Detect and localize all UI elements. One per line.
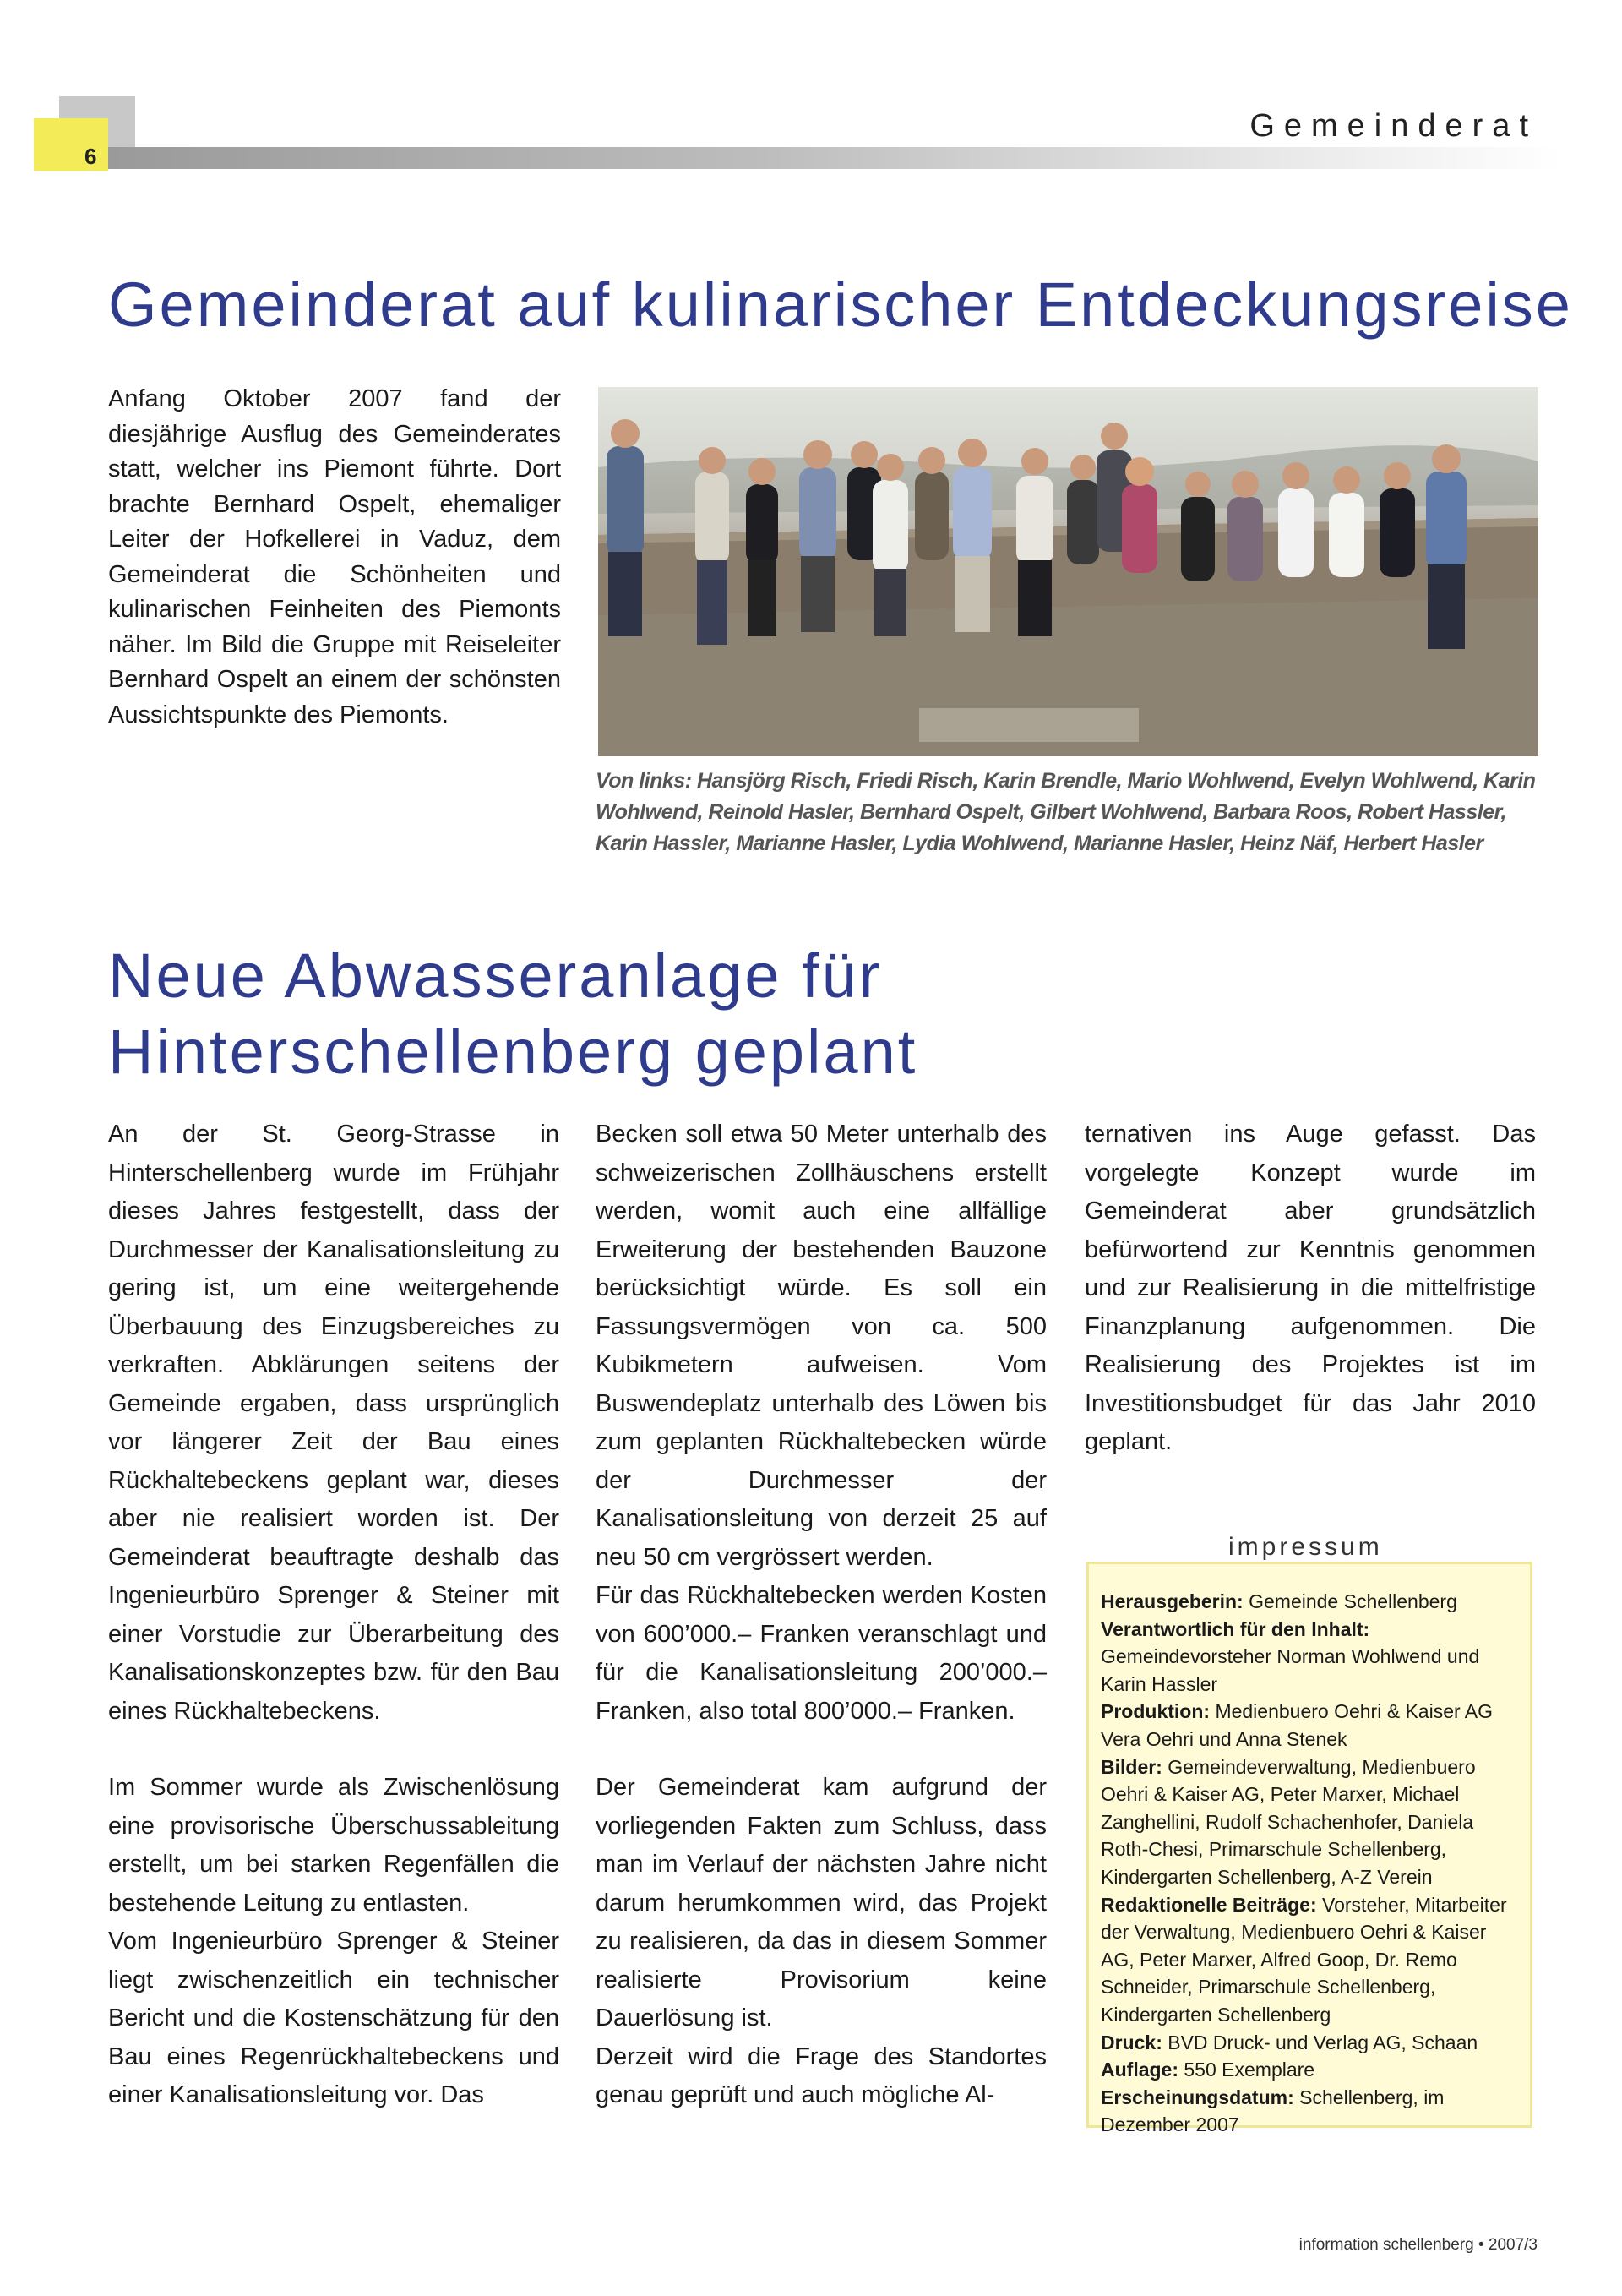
impressum-label: Erscheinungsdatum: [1101,2086,1294,2108]
paragraph: Vom Ingenieurbüro Sprenger & Steiner liegt zwischenzeitlich ein technischer Bericht und die Kostenschätzung für den Bau eines Regenrückhaltebeckens und einer Kanalisationsleitung vor. Das [108,1928,559,2108]
page-number: 6 [84,144,97,169]
impressum-label: Herausgeberin: [1101,1590,1244,1612]
paragraph: ternativen ins Auge gefasst. Das vorgelegte Konzept wurde im Gemeinderat aber grundsätzlich befürwortend zur Kenntnis genommen und zur Realisierung in die mittelfristige Finanzplanung aufgenommen. Die Realisierung des Projektes ist im Investitionsbudget für das Jahr 2010 geplant. [1085,1121,1536,1455]
article2-title [108,938,1375,1090]
impressum-value: Gemeindevorsteher Norman Wohlwend und Karin Hassler [1101,1645,1480,1695]
section-title: Gemeinderat [1249,108,1538,144]
impressum-label: Verantwortlich für den Inhalt: [1101,1617,1370,1640]
article1-title: Gemeinderat auf kulinarischer Entdeckungsreise [108,270,1573,340]
article1-text: Anfang Oktober 2007 fand der diesjährige Ausflug des Gemeinderates statt, welcher ins Piemont führte. Dort brachte Bernhard Ospelt, ehemaliger Leiter der Hofkellerei in Vaduz, dem Gemeinderat die Schönheiten und kulinarischen Feinheiten des Piemonts näher. Im Bild die Gruppe mit Reiseleiter Bernhard Ospelt an einem der schönsten Aussichtspunkte des Piemonts. [108,385,561,728]
impressum-box [1086,1562,1532,2136]
article2-column-2 [596,1115,1047,2115]
impressum-label: Produktion: [1101,1700,1211,1723]
article2-column-1 [108,1115,559,2115]
impressum-value: Gemeinde Schellenberg [1249,1590,1457,1612]
header-gradient-bar [108,147,1563,169]
impressum-value: Vorsteher, Mitarbeiter der Verwaltung, Medienbuero Oehri & Kaiser AG, Peter Marxer, Alfred Goop, Dr. Remo Schneider, Primarschule Schellenberg, Kindergarten Schellenberg [1101,1893,1507,2026]
impressum-label: Bilder: [1101,1755,1162,1778]
impressum-value: 550 Exemplare [1184,2059,1315,2081]
photo-caption: Von links: Hansjörg Risch, Friedi Risch, Karin Brendle, Mario Wohlwend, Evelyn Wohlwend, Karin Wohlwend, Reinold Hasler, Bernhard Ospelt, Gilbert Wohlwend, Barbara Roos, Robert Hassler, Karin Hassler, Marianne Hasler, Lydia Wohlwend, Marianne Hasler, Heinz Näf, Herbert Hasler [596,769,1536,855]
impressum-label: Druck: [1101,2031,1162,2053]
group-photo-illustration [598,387,1538,756]
article2-title-line1: Neue Abwasseranlage für [108,941,883,1011]
impressum-value: Medienbuero Oehri & Kaiser AG Vera Oehri und Anna Stenek [1101,1700,1493,1750]
paragraph: Für das Rückhaltebecken werden Kosten von 600’000.– Franken veranschlagt und für die Kanalisationsleitung 200’000.– Franken, also total 800’000.– Franken. [596,1582,1047,1725]
impressum-value: Schellenberg, im Dezember 2007 [1101,2086,1445,2136]
group-photo [598,387,1538,756]
paragraph: Derzeit wird die Frage des Standortes genau geprüft und auch mögliche Al- [596,2042,1047,2108]
impressum-label: Redaktionelle Beiträge: [1101,1893,1317,1916]
impressum-value: Gemeindeverwaltung, Medienbuero Oehri & Kaiser AG, Peter Marxer, Michael Zanghellini, Rudolf Schachenhofer, Daniela Roth-Chesi, Primarschule Schellenberg, Kindergarten Schellenberg, A-Z Verein [1101,1755,1476,1888]
paragraph: Im Sommer wurde als Zwischenlösung eine provisorische Überschussableitung erstellt, um bei starken Regenfällen die bestehende Leitung zu entlasten. [108,1774,559,1917]
impressum-label: Auflage: [1101,2059,1178,2081]
paragraph: An der St. Georg-Strasse in Hinterschellenberg wurde im Frühjahr dieses Jahres festgestellt, dass der Durchmesser der Kanalisationsleitung zu gering ist, um eine weitergehende Überbauung des Einzugsbereiches zu verkraften. Abklärungen seitens der Gemeinde ergaben, dass ursprünglich vor längerer Zeit der Bau eines Rückhaltebeckens geplant war, dieses aber nie realisiert worden ist. Der Gemeinderat beauftragte deshalb das Ingenieurbüro Sprenger & Steiner mit einer Vorstudie zur Überarbeitung des Kanalisationskonzeptes bzw. für den Bau eines Rückhaltebeckens. [108,1121,559,1725]
impressum-heading: impressum [1216,1533,1395,1562]
paragraph: Der Gemeinderat kam aufgrund der vorliegenden Fakten zum Schluss, dass man im Verlauf der nächsten Jahre nicht darum herumkommen wird, das Projekt zu realisieren, da das in diesem Sommer realisierte Provisorium keine Dauerlösung ist. [596,1774,1047,2031]
impressum-value: BVD Druck- und Verlag AG, Schaan [1168,2031,1478,2053]
article2-title-line2: Hinterschellenberg geplant [108,1017,918,1087]
paragraph: Becken soll etwa 50 Meter unterhalb des schweizerischen Zollhäuschens erstellt werden, womit auch eine allfällige Erweiterung der bestehenden Bauzone berücksichtigt würde. Es soll ein Fassungsvermögen von ca. 500 Kubikmetern aufweisen. Vom Buswendeplatz unterhalb des Löwen bis zum geplanten Rückhaltebecken würde der Durchmesser der Kanalisationsleitung von derzeit 25 auf neu 50 cm vergrössert werden. [596,1121,1047,1571]
header-decor-yellow [34,118,108,171]
article2-column-3 [1085,1115,1536,1462]
footer-text: information schellenberg • 2007/3 [1298,2236,1538,2254]
